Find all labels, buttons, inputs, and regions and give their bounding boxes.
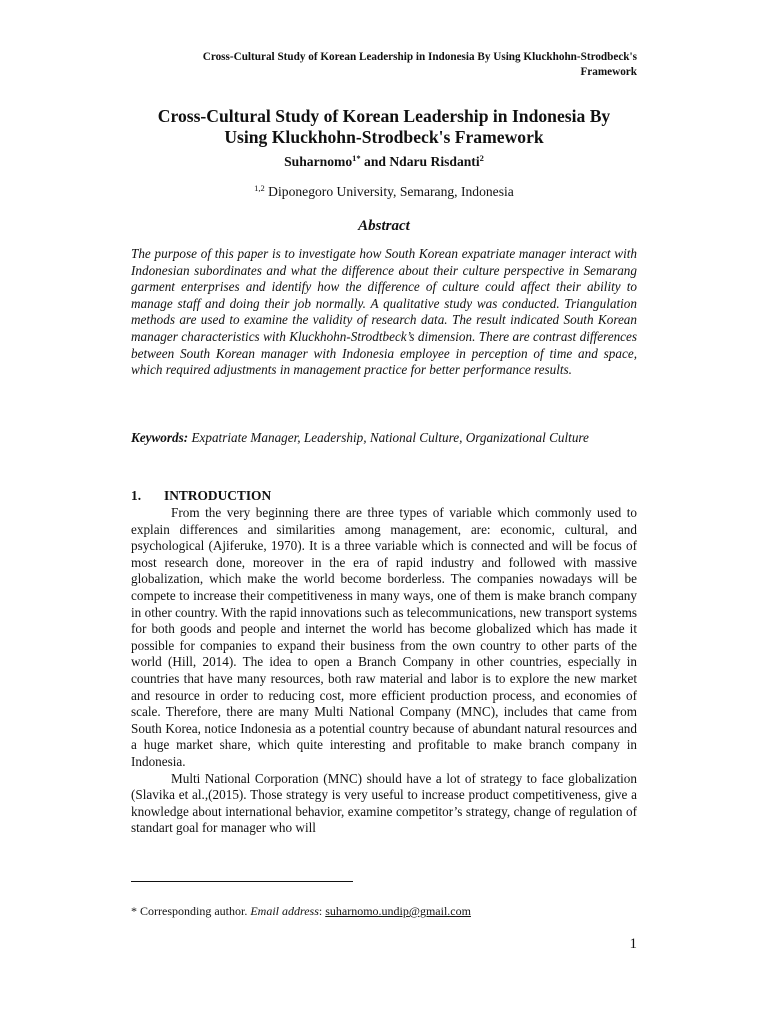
footnote-divider bbox=[131, 881, 353, 882]
section-number: 1. bbox=[131, 488, 142, 503]
keywords-label: Keywords: bbox=[131, 430, 189, 445]
footnote-email-label: Email address bbox=[250, 904, 319, 918]
author-conjunction: and bbox=[360, 154, 390, 169]
running-header-line-1: Cross-Cultural Study of Korean Leadership in Indonesia By Using Kluckhohn-Strodbeck's bbox=[202, 51, 637, 63]
page-number: 1 bbox=[629, 936, 637, 952]
running-header-line-2: Framework bbox=[580, 65, 637, 78]
paper-title-line-1: Cross-Cultural Study of Korean Leadership in Indonesia By bbox=[157, 106, 611, 126]
body-paragraph-1: From the very beginning there are three types of variable which commonly used to explain differences and similarities among management, are: economic, cultural, and psychological (Ajiferuke, 1970). It is a three variable which is connected and will be focus of most research done, moreover in the era of rapid industry and followed with massive globalization, which make the world become borderless. The companies nowadays will be compete to increase their competitiveness in many ways, one of them is make branch company in other country. With the rapid innovations such as telecommunications, new transport systems for both goods and people and internet the world has become globalized which has made it possible for companies to expand their business from the own country to other parts of the world (Hill, 2014). The idea to open a Branch Company in other countries, especially in countries that have many resources, both raw material and labor is to explore the new market and resource in order to reducing cost, more efficient production process, and economies of scale. Therefore, there are many Multi National Company (MNC), includes that came from South Korea, notice Indonesia as a potential country because of abundant natural resources and a huge market share, which quite interesting and profitable to make branch company in Indonesia. bbox=[131, 505, 637, 769]
author-list bbox=[131, 154, 637, 170]
keywords bbox=[131, 430, 637, 447]
section-body bbox=[131, 505, 637, 837]
footnote bbox=[131, 904, 637, 919]
author-2-name: Ndaru Risdanti bbox=[389, 154, 480, 169]
footnote-marker: * Corresponding author. bbox=[131, 904, 251, 918]
affiliation-text: Diponegoro University, Semarang, Indonesia bbox=[264, 184, 514, 199]
paper-title bbox=[131, 106, 637, 147]
keywords-text: Expatriate Manager, Leadership, National Culture, Organizational Culture bbox=[188, 430, 589, 445]
affiliation bbox=[131, 184, 637, 200]
author-1-marker: 1* bbox=[352, 153, 361, 163]
paper-title-line-2: Using Kluckhohn-Strodbeck's Framework bbox=[224, 126, 544, 147]
author-1-name: Suharnomo bbox=[284, 154, 353, 169]
abstract-text: The purpose of this paper is to investigate how South Korean expatriate manager interact with Indonesian subordinates and what the difference about their culture perspective in Semarang garment enterprises and identify how the difference of culture could affect their ability to manage staff and doing their job normally. A qualitative study was conducted. Triangulation methods are used to examine the validity of research data. The result indicated South Korean manager characteristics with Kluckhohn-Strodtbeck’s dimension. There are contrast differences between South Korean manager with Indonesia employee in perception of time and space, which required adjustments in management practice for better performance results. bbox=[131, 246, 637, 378]
abstract-heading: Abstract bbox=[358, 218, 410, 234]
author-2-marker: 2 bbox=[479, 153, 484, 163]
footnote-email-link[interactable]: suharnomo.undip@gmail.com bbox=[325, 904, 471, 918]
section-title: INTRODUCTION bbox=[164, 488, 272, 503]
affiliation-marker: 1,2 bbox=[254, 183, 265, 193]
body-paragraph-2: Multi National Corporation (MNC) should have a lot of strategy to face globalization (Slavika et al.,(2015). Those strategy is very useful to increase product competitiveness, give a knowledge about international behavior, examine competitor’s strategy, change of regulation of standart goal for manager who will bbox=[131, 770, 637, 836]
section-heading bbox=[131, 488, 637, 504]
running-header bbox=[131, 50, 637, 79]
footnote-colon: : bbox=[318, 904, 326, 918]
